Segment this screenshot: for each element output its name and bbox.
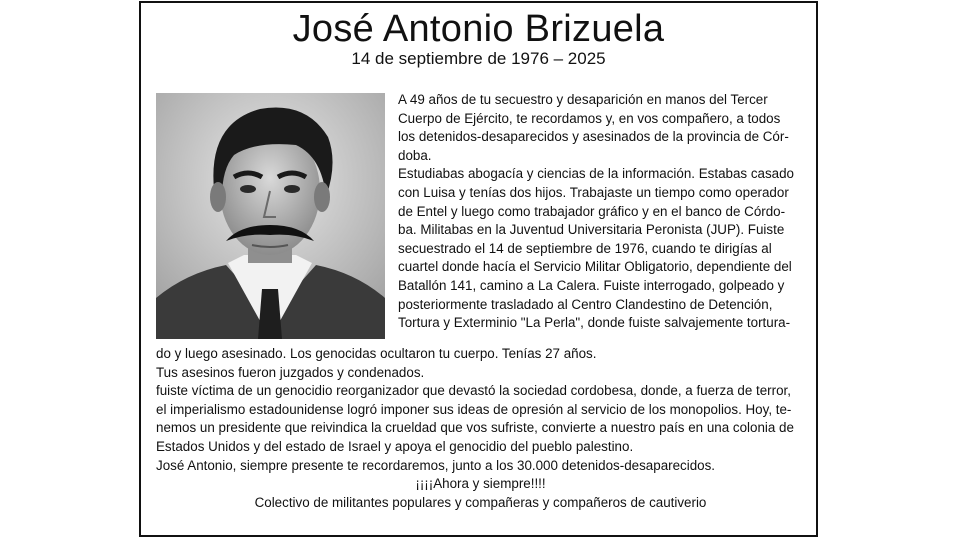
notice-title: José Antonio Brizuela <box>292 8 665 50</box>
text-line: el imperialismo estadounidense logró imponer sus ideas de opresión al servicio de los monopolios. Hoy, te- <box>156 401 792 417</box>
text-line: fuiste víctima de un genocidio reorganizador que devastó la sociedad cordobesa, donde, a fuerza de terror, <box>156 383 791 399</box>
text-line: Cuerpo de Ejército, te recordamos y, en vos compañero, a todos <box>398 110 781 126</box>
text-line: Estados Unidos y del estado de Israel y apoya el genocidio del pueblo palestino. <box>156 438 634 454</box>
text-line: do y luego asesinado. Los genocidas ocultaron tu cuerpo. Tenías 27 años. <box>156 346 597 361</box>
biography-full-width <box>156 345 805 512</box>
biography-beside-photo <box>398 91 808 333</box>
text-line: de Entel y luego como trabajador gráfico y en el banco de Córdo- <box>398 203 786 219</box>
portrait-photo <box>156 93 385 339</box>
text-line: A 49 años de tu secuestro y desaparición en manos del Tercer <box>398 92 768 107</box>
notice-dates: 14 de septiembre de 1976 – 2025 <box>351 49 606 68</box>
signature: Colectivo de militantes populares y compañeras y compañeros de cautiverio <box>254 494 707 510</box>
text-line: nemos un presidente que reivindica la crueldad que vos sufriste, convierte a nuestro país en una colonia de <box>156 420 794 436</box>
slogan: ¡¡¡¡Ahora y siempre!!!! <box>415 476 546 492</box>
text-line: ba. Militabas en la Juventud Universitaria Peronista (JUP). Fuiste <box>398 222 785 238</box>
text-line: José Antonio, siempre presente te recordaremos, junto a los 30.000 detenidos-desaparecidos. <box>156 457 716 473</box>
text-line: los detenidos-desaparecidos y asesinados de la provincia de Cór- <box>398 129 789 145</box>
text-line: posteriormente trasladado al Centro Clandestino de Detención, <box>398 296 773 312</box>
text-line: Tus asesinos fueron juzgados y condenados. <box>156 364 425 380</box>
obituary-notice <box>139 1 818 537</box>
text-line: Tortura y Exterminio "La Perla", donde fuiste salvajemente tortura- <box>398 315 791 331</box>
text-line: doba. <box>398 147 432 163</box>
text-line: con Luisa y tenías dos hijos. Trabajaste un tiempo como operador <box>398 184 789 200</box>
text-line: Batallón 141, camino a La Calera. Fuiste interrogado, golpeado y <box>398 277 785 293</box>
text-line: Estudiabas abogacía y ciencias de la información. Estabas casado <box>398 166 795 182</box>
text-line: secuestrado el 14 de septiembre de 1976, cuando te dirigías al <box>398 240 772 256</box>
text-line: cuartel donde hacía el Servicio Militar Obligatorio, dependiente del <box>398 259 792 275</box>
